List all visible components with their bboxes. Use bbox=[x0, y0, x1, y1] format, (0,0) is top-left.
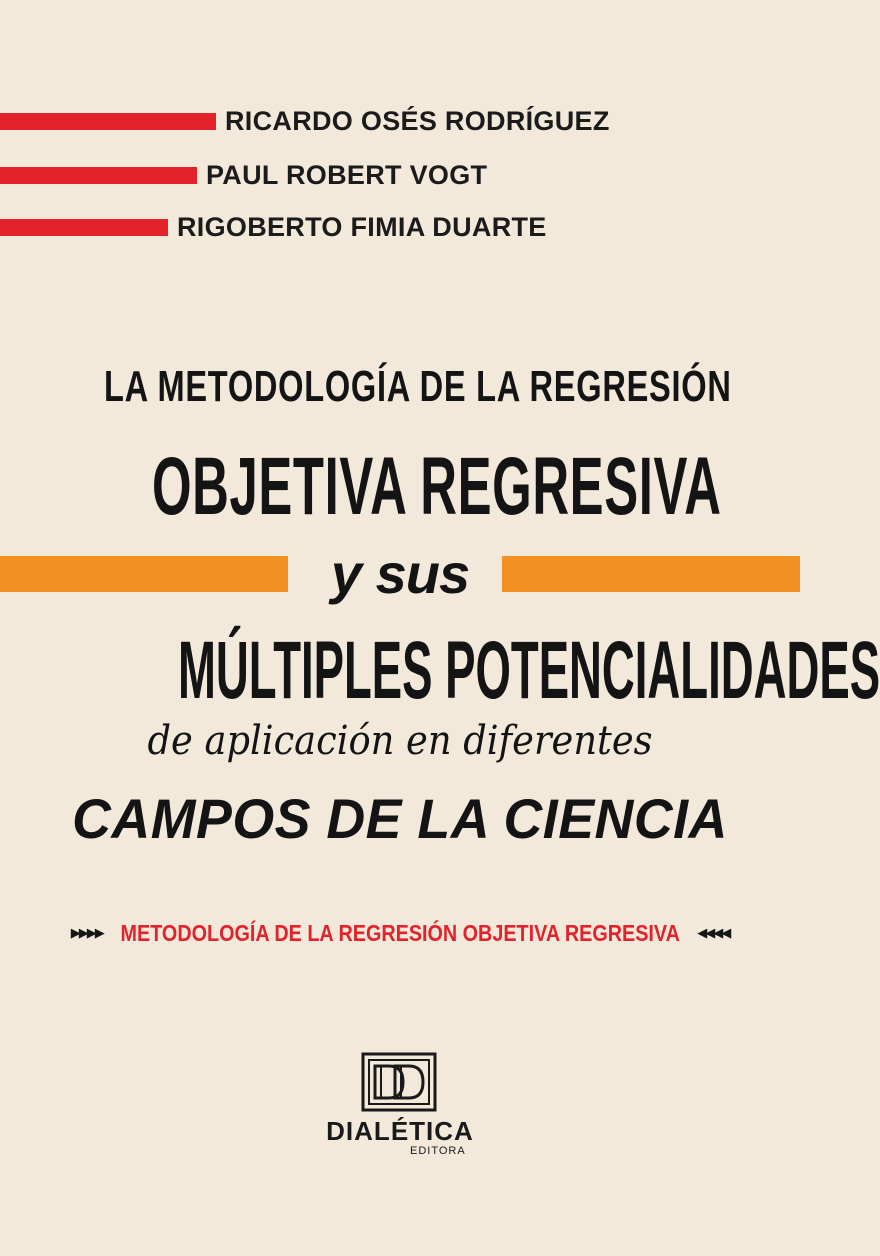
author-row-2 bbox=[0, 155, 487, 195]
title-line-2: OBJETIVA REGRESIVA bbox=[152, 441, 722, 532]
red-bar bbox=[0, 167, 197, 184]
left-arrows-icon: ◀◀◀◀ bbox=[697, 925, 730, 941]
red-bar bbox=[0, 113, 216, 130]
right-arrows-icon: ▶▶▶▶ bbox=[70, 925, 103, 941]
author-name: RIGOBERTO FIMIA DUARTE bbox=[177, 211, 547, 242]
title-line-4: MÚLTIPLES POTENCIALIDADES bbox=[178, 625, 880, 716]
title-line-5: de aplicación en diferentes bbox=[147, 718, 653, 764]
author-name: RICARDO OSÉS RODRÍGUEZ bbox=[225, 105, 610, 136]
series-line bbox=[0, 917, 800, 949]
publisher-subtitle: EDITORA bbox=[410, 1145, 466, 1157]
author-name: PAUL ROBERT VOGT bbox=[206, 159, 488, 190]
author-row-3 bbox=[0, 207, 547, 247]
red-bar bbox=[0, 219, 168, 236]
author-row-1 bbox=[0, 101, 610, 141]
title-line-3: y sus bbox=[330, 542, 470, 605]
title-line-1: LA METODOLOGÍA DE LA REGRESIÓN bbox=[104, 362, 732, 411]
dialetica-logo-icon bbox=[361, 1052, 437, 1112]
publisher-name: DIALÉTICA bbox=[326, 1116, 474, 1146]
title-line-6: CAMPOS DE LA CIENCIA bbox=[72, 787, 728, 850]
series-title: METODOLOGÍA DE LA REGRESIÓN OBJETIVA REGRESIVA bbox=[120, 919, 680, 946]
